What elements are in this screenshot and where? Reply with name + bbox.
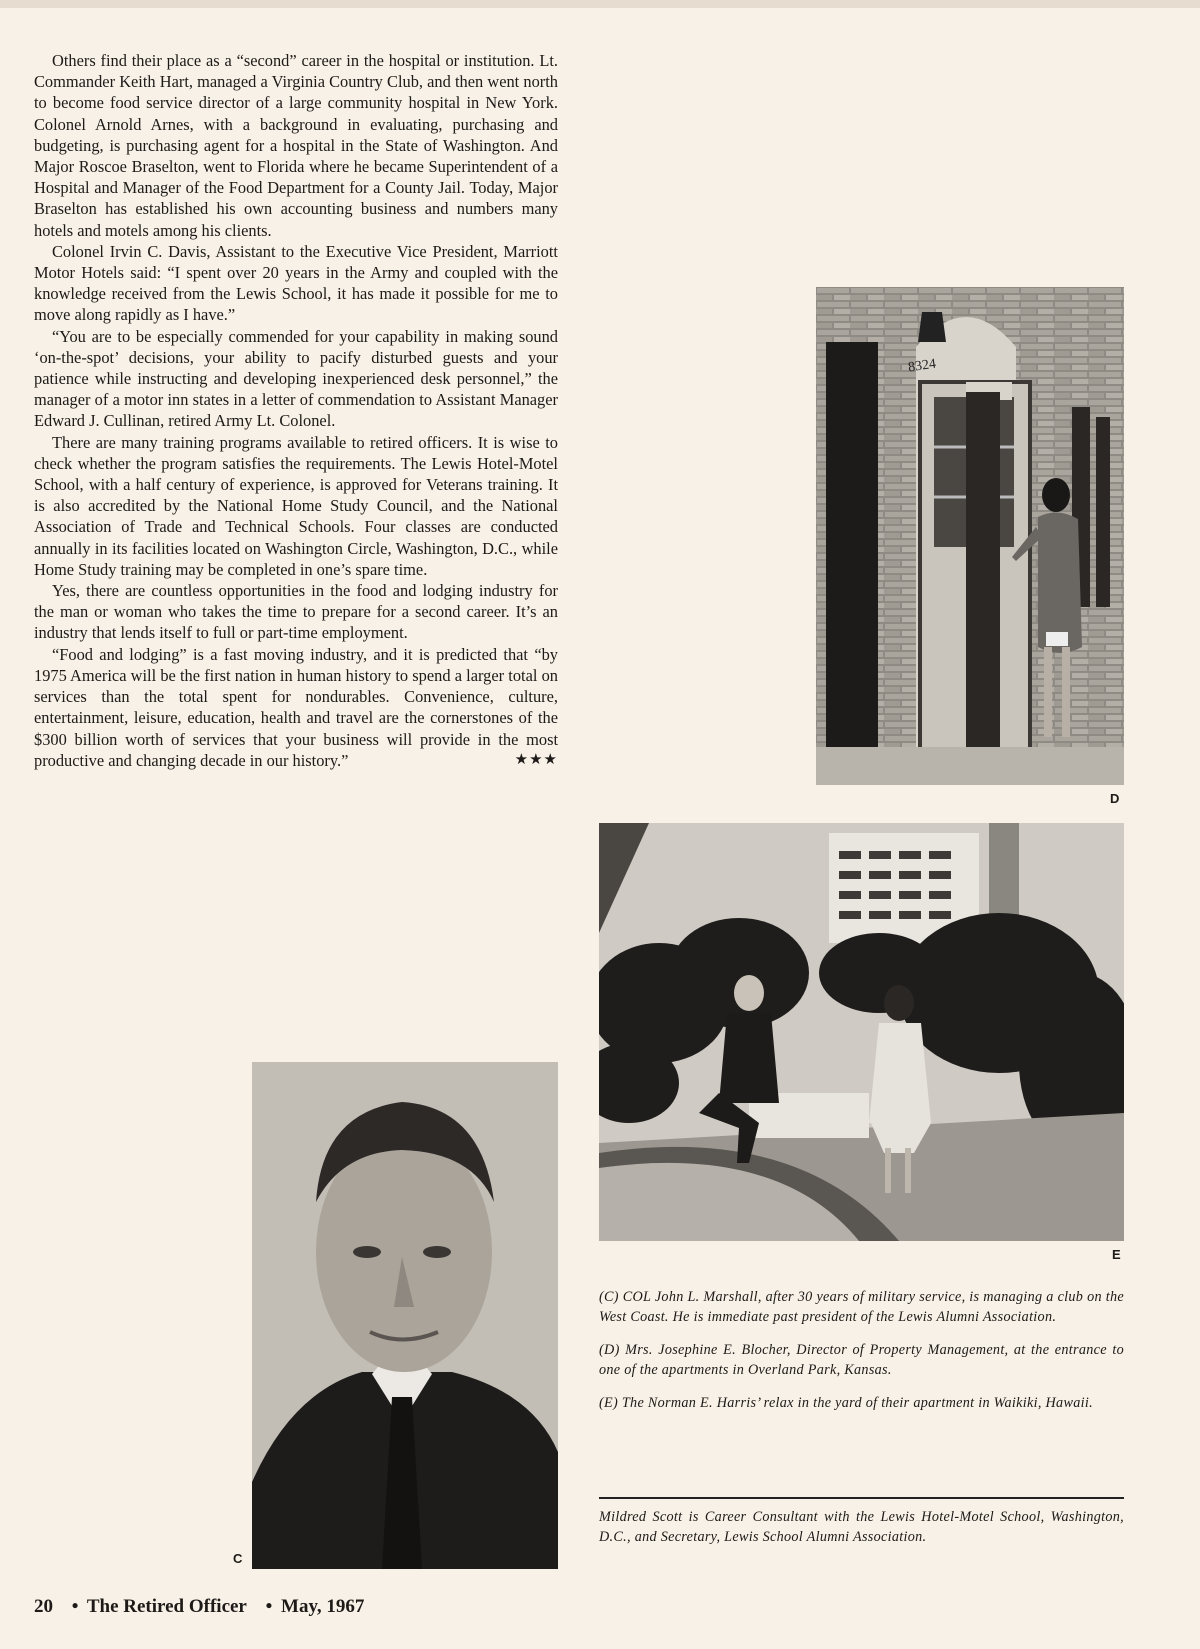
divider-rule — [599, 1497, 1124, 1499]
caption-d: (D) Mrs. Josephine E. Blocher, Director of Property Management, at the entrance to one of the apartments in Overland Park, Kansas. — [599, 1342, 1124, 1378]
photo-e-letter: E — [1112, 1247, 1121, 1262]
author-note: Mildred Scott is Career Consultant with the Lewis Hotel-Motel School, Washington, D.C., and Secretary, Lewis School Alumni Association. — [599, 1509, 1124, 1545]
photo-captions — [599, 1288, 1124, 1428]
article-paragraph-2: Colonel Irvin C. Davis, Assistant to the Executive Vice President, Marriott Motor Hotels said: “I spent over 20 years in the Army and coupled with the knowledge received from the Lewis School, it has made it possible for me to move along rapidly as I have.” — [34, 241, 558, 325]
photo-c-portrait — [252, 1062, 558, 1569]
publication-name: The Retired Officer — [86, 1596, 247, 1617]
photo-d-letter: D — [1110, 791, 1120, 806]
page-footer — [34, 1596, 368, 1618]
photo-c-letter: C — [233, 1551, 243, 1566]
article-paragraph-6-text: “Food and lodging” is a fast moving industry, and it is predicted that “by 1975 America will be the first nation in human history to spend a larger total on services than the total spent for nondurables. Convenience, culture, entertainment, leisure, education, health and travel are the cornerstones of the $300 billion worth of services that your business will provide in the most productive and changing decade in our history.” — [34, 644, 558, 770]
caption-c: (C) COL John L. Marshall, after 30 years of military service, is managing a club on the West Coast. He is immediate past president of the Lewis Alumni Association. — [599, 1289, 1124, 1325]
door-number: 8324 — [907, 356, 938, 376]
page-number: 20 — [34, 1596, 53, 1617]
footer-bullet-1: • — [71, 1596, 79, 1617]
footer-bullet-2: • — [265, 1596, 273, 1617]
article-paragraph-6 — [34, 644, 558, 771]
article-paragraph-4: There are many training programs available to retired officers. It is wise to check whether the program satisfies the requirements. The Lewis Hotel-Motel School, with a half century of experience, is approved for Veterans training. It is also accredited by the National Home Study Council, and the National Association of Trade and Technical Schools. Four classes are conducted annually in its facilities located on Washington Circle, Washington, D.C., while Home Study training may be completed in one’s spare time. — [34, 432, 558, 579]
article-paragraph-5: Yes, there are countless opportunities in the food and lodging industry for the man or woman who takes the time to prepare for a second career. It’s an industry that lends itself to full or part-time employment. — [34, 581, 558, 643]
article-paragraph-1: Others find their place as a “second” career in the hospital or institution. Lt. Commander Keith Hart, managed a Virginia Country Club, and then went north to become food service director of a large community hospital in New York. Colonel Arnold Arnes, with a background in evaluating, purchasing and budgeting, is purchasing agent for a hospital in the State of Washington. And Major Roscoe Braselton, went to Florida where he became Superintendent of a Hospital and Manager of the Food Department for a County Jail. Today, Major Braselton has established his own accounting business and numbers many hotels and motels among his clients. — [34, 51, 558, 240]
photo-e-couple-in-yard — [599, 823, 1124, 1241]
page-top-edge — [0, 0, 1200, 8]
article-body — [34, 50, 558, 771]
photo-d-apartment-entrance — [816, 287, 1124, 785]
caption-e: (E) The Norman E. Harris’ relax in the yard of their apartment in Waikiki, Hawaii. — [599, 1395, 1093, 1411]
issue-date: May, 1967 — [281, 1596, 365, 1617]
article-paragraph-3: “You are to be especially commended for your capability in making sound ‘on-the-spot’ decisions, your ability to pacify disturbed guests and your patience while instructing and developing inexperienced desk personnel,” the manager of a motor inn states in a letter of commendation to Assistant Manager Edward J. Cullinan, retired Army Lt. Colonel. — [34, 326, 558, 431]
end-mark: ★★★ — [514, 751, 558, 768]
